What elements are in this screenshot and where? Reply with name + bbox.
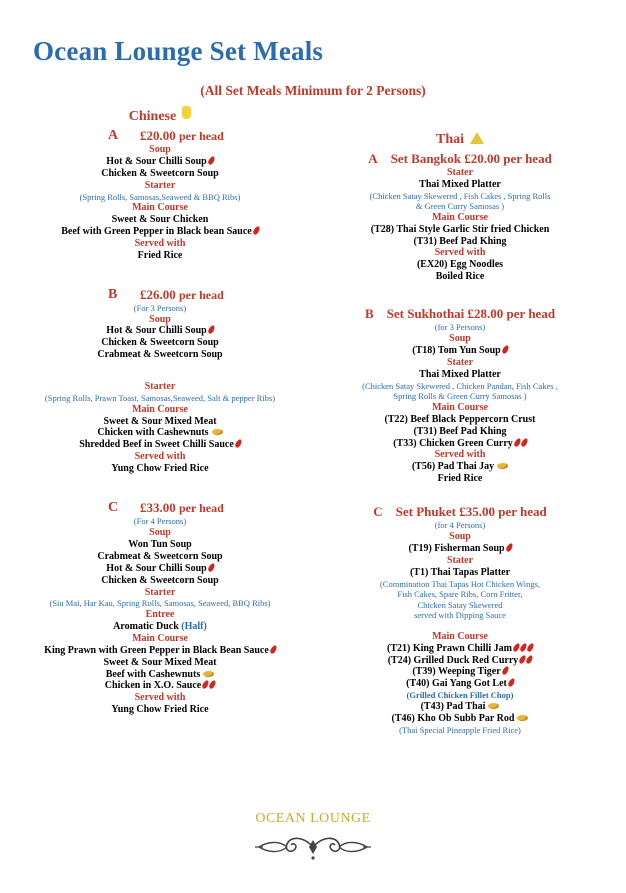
set-price	[140, 499, 224, 517]
course-heading: Main Course	[432, 211, 488, 223]
dish-description: (Chicken Satay Skewered , Chicken Pandan, Fish Cakes ,	[362, 380, 558, 391]
dish-item: Chicken with Cashewnuts	[20, 427, 300, 439]
course-heading: Soup	[449, 531, 471, 543]
dish-description: (Commination Thai Tapas Hot Chicken Wings,	[379, 578, 541, 589]
chili-icon	[207, 325, 216, 335]
ornament-divider-icon	[253, 832, 373, 862]
chili-icon	[520, 437, 529, 447]
set-letter: C	[108, 500, 119, 516]
page-subtitle: (All Set Meals Minimum for 2 Persons)	[200, 83, 426, 98]
nut-icon	[212, 429, 223, 435]
set-letter: B	[364, 306, 374, 322]
dish-item: Shredded Beef in Sweet Chilli Sauce	[20, 439, 300, 451]
course-heading: Served with	[434, 449, 486, 461]
set-title	[365, 305, 555, 322]
thai-hat-icon	[470, 132, 484, 144]
course-heading: Stater	[446, 356, 474, 368]
dish-extra: (Half)	[181, 620, 207, 632]
dish-description: (Siu Mai, Har Kau, Spring Rolls, Samosas, Seaweed, BBQ Ribs)	[49, 598, 271, 609]
dish-item: Chicken & Sweetcorn Soup	[101, 574, 219, 586]
course-heading: Starter	[144, 179, 176, 191]
dish-item: (T21) King Prawn Chilli Jam	[320, 643, 600, 655]
course-heading: Main Course	[132, 202, 188, 214]
dish-description: (Spring Rolls, Samosas,Seaweed & BBQ Ribs)	[79, 191, 241, 202]
set-header	[20, 286, 300, 303]
dish-description: (Chicken Satay Skewered , Fish Cakes , Spring Rolls	[369, 190, 551, 201]
cuisine-title-thai: Thai	[435, 132, 464, 147]
dish-description: (Spring Rolls, Prawn Toast, Samosas,Seaweed, Salt & pepper Ribs)	[44, 393, 276, 404]
dish-item: (T46) Kho Ob Subb Par Rod	[320, 713, 600, 725]
persons-note: (For 4 Persons)	[133, 516, 187, 527]
set-name: Set Bangkok	[390, 150, 462, 166]
set-letter: C	[373, 504, 383, 520]
course-heading: Served with	[434, 247, 486, 259]
dish-item: Sweet & Sour Mixed Meat	[103, 415, 217, 427]
dish-item: Hot & Sour Chilli Soup	[20, 156, 300, 168]
set-letter: A	[108, 127, 119, 143]
dish-item: (T31) Beef Pad Khing	[413, 235, 507, 247]
spacer	[20, 361, 300, 381]
course-heading: Stater	[446, 554, 474, 566]
chili-icon	[208, 680, 217, 690]
set-block	[20, 286, 300, 475]
footer-brand: OCEAN LOUNGE	[255, 811, 371, 826]
price-value: £20.00	[140, 127, 176, 143]
dish-item: (T33) Chicken Green Curry	[320, 438, 600, 450]
dish-item: Thai Mixed Platter	[419, 368, 501, 380]
dish-item: Chicken in X.O. Sauce	[20, 680, 300, 692]
dish-item: Chicken & Sweetcorn Soup	[101, 337, 219, 349]
thumbs-up-icon	[182, 106, 191, 119]
course-heading: Soup	[449, 333, 471, 345]
dish-item: Crabmeat & Sweetcorn Soup	[97, 550, 223, 562]
dish-item: (T43) Pad Thai	[320, 701, 600, 713]
set-block	[320, 305, 600, 485]
dish-item: Aromatic Duck (Half)	[113, 620, 207, 632]
dish-description: & Green Curry Samosas )	[415, 201, 505, 212]
chili-icon	[252, 225, 261, 235]
course-heading: Main Course	[432, 401, 488, 413]
set-header	[320, 503, 600, 520]
nut-icon	[203, 671, 214, 677]
dish-item: Won Tun Soup	[128, 538, 192, 550]
dish-item: (T40) Gai Yang Got Let	[320, 678, 600, 690]
nut-icon	[497, 463, 508, 469]
dish-item: Yung Chow Fried Rice	[111, 704, 209, 716]
dish-item: Thai Mixed Platter	[419, 178, 501, 190]
per-head-label: per head	[179, 501, 224, 516]
price-value: £20.00	[464, 150, 501, 166]
price-value: £35.00	[459, 504, 495, 520]
set-title	[373, 503, 546, 520]
chili-icon	[269, 644, 278, 654]
course-heading: Soup	[149, 143, 171, 155]
thai-column	[320, 132, 600, 735]
chinese-column	[20, 106, 300, 716]
dish-item: Yung Chow Fried Rice	[111, 463, 209, 475]
dish-item: Beef with Green Pepper in Black bean Sauce	[20, 226, 300, 238]
chili-icon	[505, 542, 514, 552]
chili-icon	[501, 666, 510, 676]
per-head-label: per head	[498, 504, 547, 520]
dish-item: (T22) Beef Black Peppercorn Crust	[384, 413, 536, 425]
persons-note: (for 3 Persons)	[434, 322, 486, 333]
dish-item: (T56) Pad Thai Jay	[320, 461, 600, 473]
price-value: £26.00	[140, 286, 176, 302]
price-value: £28.00	[467, 306, 504, 322]
set-letter: B	[108, 286, 118, 302]
dish-item: (T31) Beef Pad Khing	[413, 425, 507, 437]
course-heading: Served with	[134, 237, 186, 249]
set-header	[320, 150, 600, 167]
set-letter: A	[368, 150, 378, 166]
per-head-label: per head	[179, 287, 224, 302]
dish-description: Fish Cakes, Spare Ribs, Corn Fritter,	[397, 589, 523, 600]
course-heading: Soup	[149, 313, 171, 325]
dish-item: (T39) Weeping Tiger	[320, 666, 600, 678]
set-block	[20, 499, 300, 716]
dish-item: Hot & Sour Chilli Soup	[20, 325, 300, 337]
set-price	[140, 127, 224, 145]
dish-item: (T19) Fisherman Soup	[320, 543, 600, 555]
course-heading: Main Course	[132, 632, 188, 644]
course-heading: Served with	[134, 692, 186, 704]
dish-item: Hot & Sour Chilli Soup	[20, 563, 300, 575]
dish-item: Fried Rice	[437, 473, 483, 485]
dish-item: (T28) Thai Style Garlic Stir fried Chicken	[370, 223, 550, 235]
dish-item: King Prawn with Green Pepper in Black Bean Sauce	[20, 645, 300, 657]
per-head-label: per head	[179, 128, 224, 143]
course-heading: Soup	[149, 527, 171, 539]
nut-icon	[488, 703, 499, 709]
dish-description: (Grilled Chicken Fillet Chop)	[406, 690, 514, 701]
set-block	[320, 150, 600, 283]
course-heading: Main Course	[132, 403, 188, 415]
page-title: Ocean Lounge Set Meals	[33, 36, 324, 66]
chili-icon	[207, 155, 216, 165]
spacer	[320, 621, 600, 631]
set-price	[140, 286, 224, 304]
chili-icon	[501, 344, 510, 354]
chili-icon	[234, 439, 243, 449]
set-name: Set Phuket	[395, 504, 456, 520]
dish-item: Beef with Cashewnuts	[20, 669, 300, 681]
price-value: £33.00	[140, 500, 176, 516]
set-name: Set Sukhothai	[386, 306, 465, 322]
set-header	[20, 499, 300, 516]
course-heading: Starter	[144, 381, 176, 393]
per-head-label: per head	[506, 306, 556, 322]
dish-item: Sweet & Sour Chicken	[111, 213, 209, 225]
set-header	[320, 305, 600, 322]
set-block	[20, 127, 300, 262]
set-block	[320, 503, 600, 735]
chili-icon	[207, 562, 216, 572]
dish-description: Spring Rolls & Green Curry Samosas )	[393, 391, 527, 402]
chili-icon	[525, 654, 534, 664]
course-heading: Entree	[145, 608, 175, 620]
set-header	[20, 127, 300, 144]
course-heading: Main Course	[432, 630, 488, 642]
nut-icon	[517, 715, 528, 721]
persons-note: (For 3 Persons)	[133, 302, 187, 313]
dish-item: (EX20) Egg Noodles	[416, 259, 504, 271]
dish-item: Crabmeat & Sweetcorn Soup	[97, 349, 223, 361]
course-heading: Starter	[144, 586, 176, 598]
dish-item: (T1) Thai Tapas Platter	[409, 566, 511, 578]
dish-item: Sweet & Sour Mixed Meat	[103, 656, 217, 668]
dish-item: Fried Rice	[137, 249, 183, 261]
cuisine-title-chinese: Chinese	[128, 109, 177, 124]
dish-description: Chicken Satay Skewered	[417, 599, 503, 610]
course-heading: Served with	[134, 451, 186, 463]
set-title	[368, 150, 552, 167]
persons-note: (for 4 Persons)	[434, 520, 486, 531]
course-heading: Stater	[446, 166, 474, 178]
dish-item: (T24) Grilled Duck Red Curry	[320, 655, 600, 667]
dish-item: (T18) Tom Yun Soup	[320, 345, 600, 357]
chili-icon	[507, 678, 516, 688]
dish-item: Chicken & Sweetcorn Soup	[101, 167, 219, 179]
dish-description: served with Dipping Sauce	[414, 610, 506, 621]
per-head-label: per head	[503, 150, 552, 166]
dish-description: (Thai Special Pineapple Fried Rice)	[399, 724, 521, 735]
chili-icon	[526, 642, 535, 652]
dish-item: Boiled Rice	[435, 271, 485, 283]
